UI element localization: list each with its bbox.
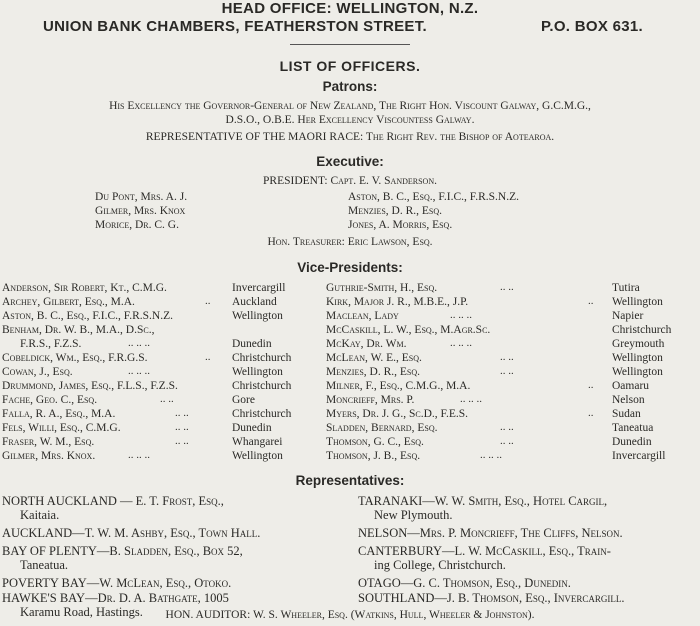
vp-place: Oamaru	[612, 380, 650, 392]
leader-dots: .. .. ..	[128, 365, 150, 377]
vp-name: Maclean, Lady	[326, 310, 399, 322]
leader-dots: .. ..	[500, 435, 514, 447]
vp-place: Sudan	[612, 408, 641, 420]
vp-place: Dunedin	[232, 338, 272, 350]
vp-place: Napier	[612, 310, 644, 322]
vp-name: Fraser, W. M., Esq.	[2, 436, 95, 448]
executive-member: Menzies, D. R., Esq.	[348, 205, 443, 217]
treasurer-line: Hon. Treasurer: Eric Lawson, Esq.	[267, 236, 433, 248]
vp-place: Wellington	[612, 296, 663, 308]
patrons-line-2: D.S.O., O.B.E. Her Excellency Viscountess Galway.	[225, 114, 475, 126]
leader-dots: .. ..	[500, 281, 514, 293]
representative-entry-cont: Kaitaia.	[20, 508, 60, 522]
vp-name: Guthrie-Smith, H., Esq.	[326, 282, 438, 294]
vp-place: Invercargill	[232, 282, 286, 294]
vp-place: Whangarei	[232, 436, 283, 448]
vp-place: Taneatua	[612, 422, 654, 434]
representative-entry-cont: ing College, Christchurch.	[374, 558, 506, 572]
po-box: P.O. BOX 631.	[541, 18, 644, 35]
representative-entry: POVERTY BAY—W. McLean, Esq., Otoko.	[2, 576, 232, 590]
leader-dots: .. ..	[500, 365, 514, 377]
leader-dots: ..	[588, 295, 594, 307]
vp-name: Anderson, Sir Robert, Kt., C.M.G.	[2, 282, 167, 294]
vp-name: Falla, R. A., Esq., M.A.	[2, 408, 116, 420]
executive-member: Du Pont, Mrs. A. J.	[95, 191, 188, 203]
vp-place: Wellington	[232, 310, 283, 322]
vp-name: Sladden, Bernard, Esq.	[326, 422, 438, 434]
executive-member: Morice, Dr. C. G.	[95, 219, 179, 231]
vp-place: Christchurch	[232, 380, 292, 392]
leader-dots: .. .. ..	[480, 449, 502, 461]
president-line: PRESIDENT: Capt. E. V. Sanderson.	[263, 175, 437, 187]
representative-entry: NORTH AUCKLAND — E. T. Frost, Esq.,	[2, 494, 224, 508]
vp-name: Fels, Willi, Esq., C.M.G.	[2, 422, 121, 434]
leader-dots: .. ..	[500, 421, 514, 433]
executive-heading: Executive:	[316, 154, 384, 169]
representative-entry: OTAGO—G. C. Thomson, Esq., Dunedin.	[358, 576, 571, 590]
vp-place: Christchurch	[232, 408, 292, 420]
vp-name: McKay, Dr. Wm.	[326, 338, 407, 350]
vp-name: F.R.S., F.Z.S.	[20, 338, 82, 350]
executive-member: Aston, B. C., Esq., F.I.C., F.R.S.N.Z.	[348, 191, 519, 203]
vp-place: Christchurch	[612, 324, 672, 336]
leader-dots: .. ..	[500, 351, 514, 363]
leader-dots: .. ..	[175, 421, 189, 433]
vp-name: Archey, Gilbert, Esq., M.A.	[2, 296, 135, 308]
vice-presidents-heading: Vice-Presidents:	[297, 260, 403, 275]
vp-place: Wellington	[612, 366, 663, 378]
vp-place: Nelson	[612, 394, 645, 406]
vp-place: Christchurch	[232, 352, 292, 364]
vp-name: Myers, Dr. J. G., Sc.D., F.E.S.	[326, 408, 469, 420]
executive-member: Gilmer, Mrs. Knox	[95, 205, 186, 217]
vp-place: Greymouth	[612, 338, 665, 350]
vp-name: McCaskill, L. W., Esq., M.Agr.Sc.	[326, 324, 491, 336]
vp-name: Menzies, D. R., Esq.	[326, 366, 421, 378]
address-line: UNION BANK CHAMBERS, FEATHERSTON STREET.	[43, 18, 427, 35]
representative-entry: BAY OF PLENTY—B. Sladden, Esq., Box 52,	[2, 544, 243, 558]
leader-dots: ..	[588, 407, 594, 419]
auditor-line: HON. AUDITOR: W. S. Wheeler, Esq. (Watkins, Hull, Wheeler & Johnston).	[165, 609, 535, 621]
vp-name: Cobeldick, Wm., Esq., F.R.G.S.	[2, 352, 148, 364]
vp-place: Dunedin	[612, 436, 652, 448]
leader-dots: ..	[588, 379, 594, 391]
leader-dots: .. .. ..	[450, 337, 472, 349]
representative-entry: NELSON—Mrs. P. Moncrieff, The Cliffs, Nelson.	[358, 526, 623, 540]
maori-representative: REPRESENTATIVE OF THE MAORI RACE: The Right Rev. the Bishop of Aotearoa.	[145, 131, 555, 143]
vp-name: Kirk, Major J. R., M.B.E., J.P.	[326, 296, 469, 308]
representative-entry: SOUTHLAND—J. B. Thomson, Esq., Invercargill.	[358, 591, 625, 605]
list-title: LIST OF OFFICERS.	[279, 58, 421, 74]
vp-place: Wellington	[232, 450, 283, 462]
vp-name: Benham, Dr. W. B., M.A., D.Sc.,	[2, 324, 155, 336]
vp-name: Fache, Geo. C., Esq.	[2, 394, 98, 406]
leader-dots: ..	[205, 295, 211, 307]
representative-entry: HAWKE'S BAY—Dr. D. A. Bathgate, 1005	[2, 591, 229, 605]
leader-dots: ..	[205, 351, 211, 363]
patrons-heading: Patrons:	[322, 79, 378, 94]
vp-name: Gilmer, Mrs. Knox.	[2, 450, 96, 462]
leader-dots: .. ..	[175, 407, 189, 419]
divider-rule	[290, 44, 410, 45]
representative-entry-cont: Taneatua.	[20, 558, 69, 572]
vp-name: Thomson, J. B., Esq.	[326, 450, 421, 462]
representative-entry: TARANAKI—W. W. Smith, Esq., Hotel Cargil,	[358, 494, 608, 508]
leader-dots: .. .. ..	[450, 309, 472, 321]
vp-name: Milner, F., Esq., C.M.G., M.A.	[326, 380, 471, 392]
representative-entry: AUCKLAND—T. W. M. Ashby, Esq., Town Hall.	[2, 526, 261, 540]
leader-dots: .. ..	[160, 393, 174, 405]
vp-name: Moncrieff, Mrs. P.	[326, 394, 415, 406]
vp-name: Drummond, James, Esq., F.L.S., F.Z.S.	[2, 380, 178, 392]
representative-entry: CANTERBURY—L. W. McCaskill, Esq., Train-	[358, 544, 611, 558]
leader-dots: .. .. ..	[128, 449, 150, 461]
leader-dots: .. .. ..	[128, 337, 150, 349]
vp-place: Tutira	[612, 282, 640, 294]
leader-dots: .. .. ..	[460, 393, 482, 405]
representatives-heading: Representatives:	[295, 473, 405, 488]
vp-name: McLean, W. E., Esq.	[326, 352, 422, 364]
leader-dots: .. ..	[175, 435, 189, 447]
representative-entry-cont: Karamu Road, Hastings.	[20, 605, 143, 619]
vp-name: Aston, B. C., Esq., F.I.C., F.R.S.N.Z.	[2, 310, 173, 322]
vp-place: Wellington	[612, 352, 663, 364]
representative-entry-cont: New Plymouth.	[374, 508, 453, 522]
vp-place: Invercargill	[612, 450, 666, 462]
vp-place: Gore	[232, 394, 255, 406]
vp-name: Cowan, J., Esq.	[2, 366, 73, 378]
executive-member: Jones, A. Morris, Esq.	[348, 219, 453, 231]
vp-place: Auckland	[232, 296, 277, 308]
patrons-line-1: His Excellency the Governor-General of New Zealand, The Right Hon. Viscount Galway, G.C.M.G.,	[109, 100, 591, 112]
head-office-line: HEAD OFFICE: WELLINGTON, N.Z.	[221, 0, 479, 17]
vp-place: Wellington	[232, 366, 283, 378]
vp-place: Dunedin	[232, 422, 272, 434]
vp-name: Thomson, G. C., Esq.	[326, 436, 424, 448]
